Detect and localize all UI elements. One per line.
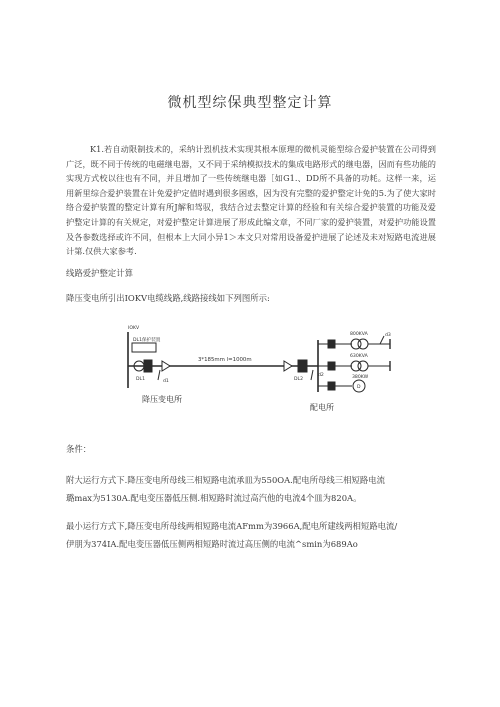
- protection-device-box: [132, 343, 156, 352]
- arrow-right-icon: [284, 361, 292, 371]
- arrow-left-icon: [162, 361, 170, 371]
- breaker-dl2-icon: [298, 360, 307, 372]
- fault-d1-icon: [158, 370, 160, 380]
- section-text: 降压变电所引出IOKV电缆线路,线路接线如下列图所示:: [66, 293, 270, 303]
- label-dl2: DL2: [294, 377, 304, 382]
- wiring-diagram: [108, 322, 418, 422]
- label-630kva: 630KVA: [350, 354, 368, 359]
- fault-d2-icon: [311, 370, 313, 380]
- label-d1: d1: [163, 379, 169, 384]
- label-d3: d3: [385, 333, 391, 338]
- max-mode-line-2: 璐max为5130A.配电变压器低压侧.相短路时流过高汽他的电流4个皿为820A。: [66, 493, 362, 503]
- label-cable: 3*185mm l=1000m: [198, 357, 252, 363]
- label-dl1: DL1: [136, 377, 146, 382]
- label-d2: d2: [318, 373, 324, 378]
- label-protection-device: DL1保护装置: [133, 338, 161, 343]
- label-800kva: 800KVA: [350, 332, 368, 337]
- label-substation: 降压变电所: [142, 395, 182, 404]
- section-heading: 线路爱护整定计算: [66, 268, 133, 278]
- document-title: 微机型综保典型整定计算: [167, 95, 333, 111]
- min-mode-line-1: 最小运行方式下,降压变电所母线两相短路电流AFmm为3966A,配电所建线两相短路电流/: [66, 521, 398, 531]
- fault-d3-icon: [380, 336, 384, 344]
- conditions-label: 条件：: [66, 444, 92, 454]
- min-mode-line-2: 伊朋为374IA.配电变压器低压侧两相短路时流过高压侧的电流^smin为689Ao: [66, 539, 358, 549]
- label-distribution: 配电所: [310, 403, 334, 412]
- label-motor: D: [357, 385, 361, 390]
- label-10kv: IOKV: [128, 326, 140, 331]
- max-mode-line-1: 附大运行方式下.降压变电所母线三相短路电流承皿为550OA.配电所母线三相短路电流: [66, 475, 385, 485]
- label-380kw: 380KW: [352, 375, 369, 380]
- intro-paragraph: K1.若自动限制技术的，采纳计烈机技术实现其根本原理的微机灵能型综合爱护装置在公司得到广泛，既不同于传统的电磁继电器，又不同于采纳模拟技术的集成电路形式的继电器，因而有些功能的实现方式校以往也有不同，并且增加了一些传统继电器［如G1.、DD所不具备的功耗。这样一来，运用新里综合爱护装置在计免爱护定值时遇到很多困惑，因为没有完整的爱护整定计免的5.为了使大家时络合爱护装置的整定计算有所J解和驾驭，我结合过去整定计算的经验和有关综合爱护装置的功能及爱护整定计算的有关规定，对爱护整定计算进展了形成此编文章，不同厂家的爱护装置，对爱护功能设置及各参数选择或许不同，但根本上大同小异1＞本文只对常用设备爱护进展了论述及未对短路电流进展计第.仅供大家参考.: [66, 144, 436, 257]
